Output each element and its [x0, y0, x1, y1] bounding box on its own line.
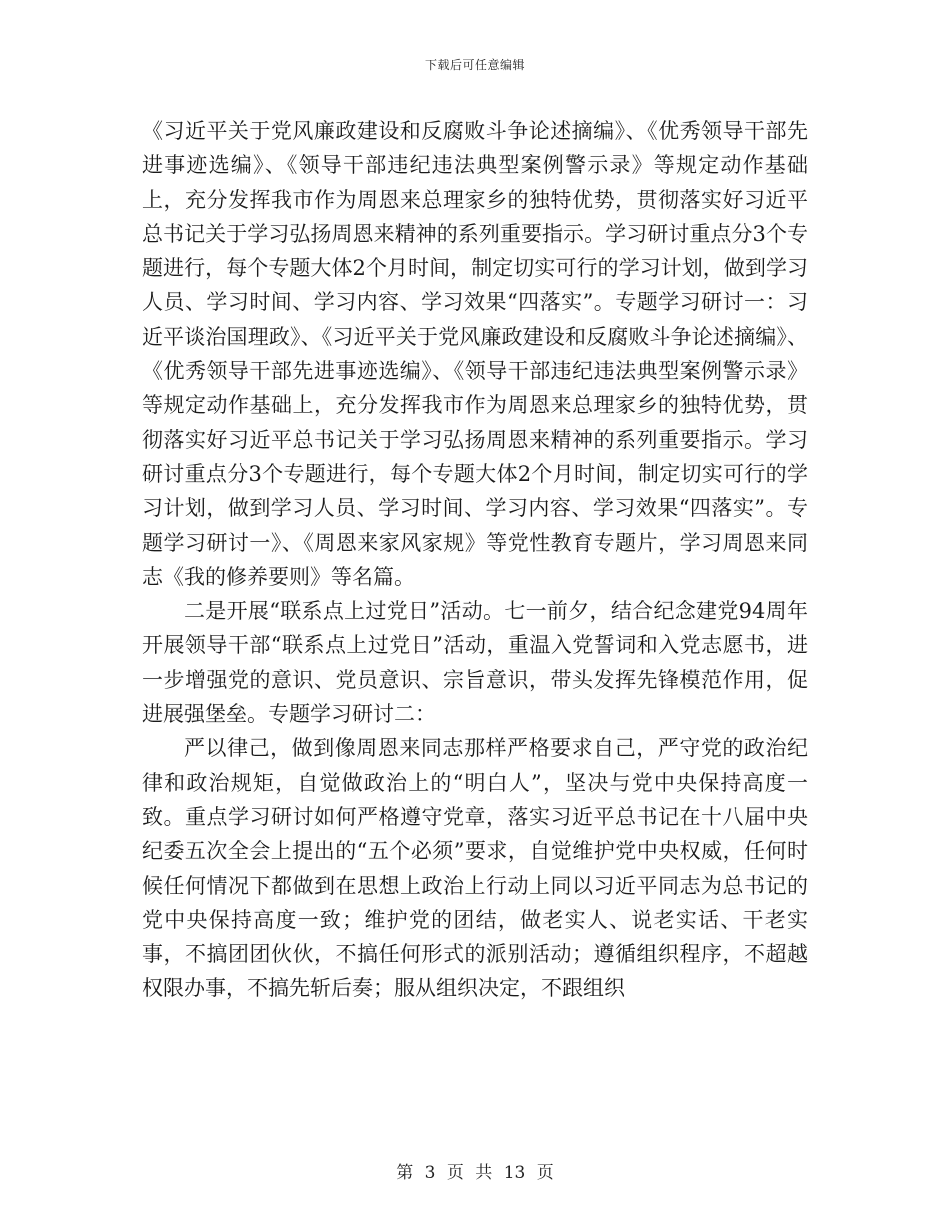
paragraph-1: 《习近平关于党风廉政建设和反腐败斗争论述摘编》、《优秀领导干部先进事迹选编》、《领导干部违纪违法典型案例警示录》等规定动作基础上，充分发挥我市作为周恩来总理家乡的独特优势，贯彻落实好习近平总书记关于学习弘扬周恩来精神的系列重要指示。学习研讨重点分3个专题进行，每个专题大体2个月时间，制定切实可行的学习计划，做到学习人员、学习时间、学习内容、学习效果“四落实”。专题学习研讨一：习近平谈治国理政》、《习近平关于党风廉政建设和反腐败斗争论述摘编》、《优秀领导干部先进事迹选编》、《领导干部违纪违法典型案例警示录》等规定动作基础上，充分发挥我市作为周恩来总理家乡的独特优势，贯彻落实好习近平总书记关于学习弘扬周恩来精神的系列重要指示。学习研讨重点分3个专题进行，每个专题大体2个月时间，制定切实可行的学习计划，做到学习人员、学习时间、学习内容、学习效果“四落实”。专题学习研讨一》、《周恩来家风家规》等党性教育专题片，学习周恩来同志《我的修养要则》等名篇。: [142, 119, 808, 589]
paragraph-3: 严以律己，做到像周恩来同志那样严格要求自己，严守党的政治纪律和政治规矩，自觉做政治上的“明白人”，坚决与党中央保持高度一致。重点学习研讨如何严格遵守党章，落实习近平总书记在十八届中央纪委五次全会上提出的“五个必须”要求，自觉维护党中央权威，任何时候任何情况下都做到在思想上政治上行动上同以习近平同志为总书记的党中央保持高度一致；维护党的团结，做老实人、说老实话、干老实事，不搞团团伙伙，不搞任何形式的派别活动；遵循组织程序，不超越权限办事，不搞先斩后奏；服从组织决定，不跟组织: [142, 736, 808, 1001]
paragraph-2: 二是开展“联系点上过党日”活动。七一前夕，结合纪念建党94周年开展领导干部“联系点上过党日”活动，重温入党誓词和入党志愿书，进一步增强党的意识、党员意识、宗旨意识，带头发挥先锋模范作用，促进展强堡垒。专题学习研讨二：: [142, 599, 808, 727]
page-number-footer: 第 3 页 共 13 页: [396, 1163, 554, 1183]
document-body: [142, 114, 808, 1006]
page-header-note: 下载后可任意编辑: [424, 58, 525, 72]
